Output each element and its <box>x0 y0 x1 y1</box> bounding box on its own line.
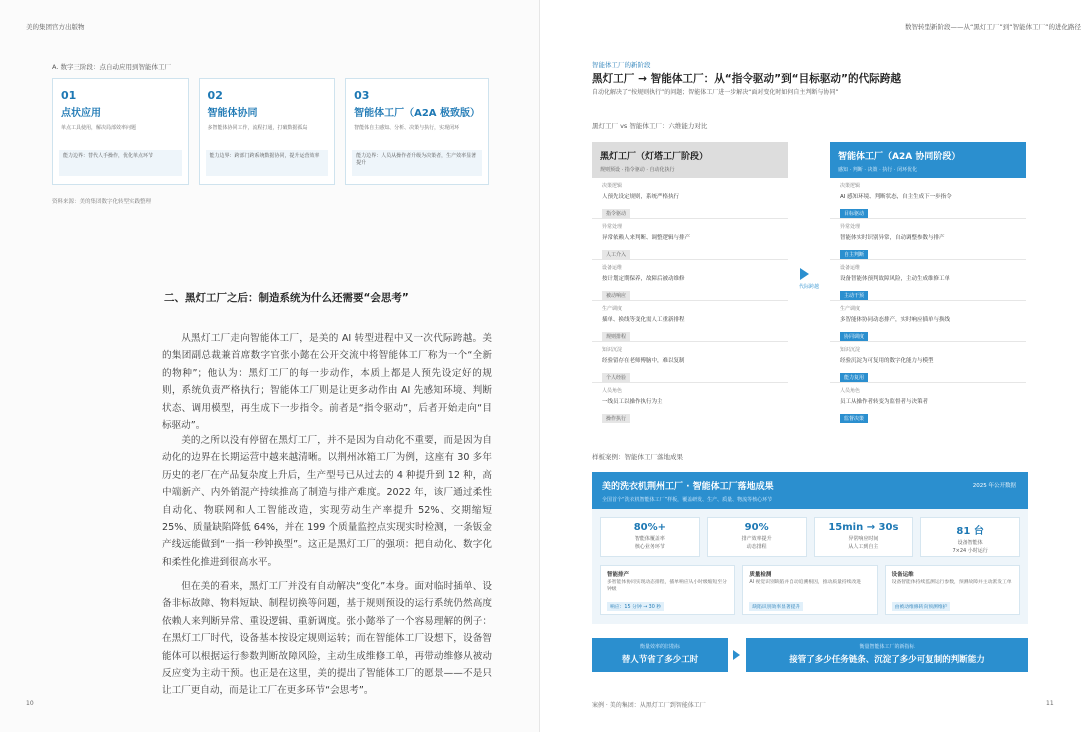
new-metric-band <box>746 638 1028 672</box>
row-tag: 主动干预 <box>840 291 868 300</box>
row-text: 异常依赖人来判断、调整逻辑与排产 <box>602 235 691 241</box>
agent-factory-column <box>830 142 1026 425</box>
column-subtitle: 规则预设 · 指令驱动 · 自动化执行 <box>600 167 675 173</box>
row-label: 设备运维 <box>840 265 861 271</box>
row-tag: 自主判断 <box>840 250 868 259</box>
compare-row <box>830 301 1026 342</box>
row-tag: 能力复用 <box>840 373 868 382</box>
stat-value: 90% <box>744 522 769 533</box>
transition-label: 代际跨越 <box>798 284 819 290</box>
stat-card <box>600 517 700 557</box>
stage-card-title: 智能体协同 <box>207 108 258 119</box>
stage-card-title: 点状应用 <box>61 108 101 119</box>
stage-card-highlight: 能力边界：人员从操作者升级为决策者，生产效率显著提升 <box>352 150 482 176</box>
page-footer: 案例 · 美的集团：从黑灯工厂到智能体工厂 <box>592 702 706 709</box>
compare-row <box>830 342 1026 383</box>
case-year-badge: 2025 年公开数据 <box>972 483 1016 489</box>
body-paragraph-2: 美的之所以没有停留在黑灯工厂，并不是因为自动化不重要，而是因为自动化的边界在长期运营中越来越清晰。以荆州冰箱工厂为例，这座有 30 多年历史的老厂在产品复杂度上升后，生产型号已从过去的 4 种提升到 12 种，高中端新产、内外销混产持续推高了制造与排产难度。2022 年，该厂通过柔性自动化、物联网和人工智能改造，实现劳动生产率提升 52%、交期缩短 25%、质量缺陷降低 64%，并在 199 个质量监控点实现实时检测，一条钣金产线远能做到“一指一秒钟换型”。这正是黑灯工厂的强项：把自动化、数字化和柔性化推进到很高水平。 <box>162 435 492 568</box>
case-stats <box>600 517 1020 557</box>
stage-card-number: 01 <box>61 89 77 102</box>
detail-title: 智能排产 <box>607 572 630 578</box>
stage-card-highlight: 能力边界：替代人手操作，优化单点环节 <box>59 150 182 176</box>
compare-row <box>592 301 788 342</box>
row-text: 设备智能体预判故障风险，主动生成维修工单 <box>840 276 951 282</box>
stat-value: 15min → 30s <box>828 522 899 533</box>
left-page <box>0 0 540 732</box>
stat-label-secondary: 从人工到自主 <box>848 544 879 550</box>
black-light-factory-column <box>592 142 788 425</box>
row-label: 异常处理 <box>602 224 623 230</box>
row-tag: 个人经验 <box>602 373 630 382</box>
kicker: 智能体工厂的新阶段 <box>592 61 651 69</box>
band-text: 替人节省了多少工时 <box>621 655 699 665</box>
figure-source-note: 资料来源：美的集团数字化转型实践整理 <box>52 199 152 205</box>
stage-card-number: 03 <box>354 89 370 102</box>
row-label: 人员角色 <box>840 388 861 394</box>
stat-label-secondary: 7×24 小时运行 <box>952 548 988 554</box>
stage-cards <box>52 78 489 185</box>
row-label: 生产调度 <box>602 306 623 312</box>
band-subtitle: 衡量效率的旧指标 <box>639 644 680 650</box>
body-paragraph-1: 从黑灯工厂走向智能体工厂，是美的 AI 转型进程中又一次代际跨越。美的集团副总裁兼首席数字官张小懿在公开交流中将智能体工厂称为一个“全新的物种”；他认为：黑灯工厂的每一步动作，本质上都是人预先设定好的规则，系统负责严格执行；智能体工厂则是让更多动作由 AI 先感知环境、判断状态、调用模型，再生成下一步指令。前者是“指令驱动”，后者开始走向“目标驱动”。 <box>162 333 492 432</box>
compare-row <box>592 219 788 260</box>
row-label: 生产调度 <box>840 306 861 312</box>
row-text: 按计划定期保养，故障后被动维修 <box>602 276 685 282</box>
detail-tag: 响应：15 分钟 → 30 秒 <box>607 602 664 611</box>
stage-card-desc: 多智能体协同工作，流程打通，打破数据孤岛 <box>207 125 308 131</box>
row-label: 设备运维 <box>602 265 623 271</box>
column-title: 智能体工厂（A2A 协同阶段） <box>838 152 961 162</box>
running-header-right: 数智转型新阶段——从“黑灯工厂”到“智能体工厂”的进化路径 <box>905 23 1081 31</box>
running-header: 美的集团官方出版物 <box>26 23 85 31</box>
row-label: 异常处理 <box>840 224 861 230</box>
stat-value: 81 台 <box>956 526 984 537</box>
stage-card-3 <box>345 78 489 185</box>
detail-desc: AI 视觉识别缺陷并自动追溯根因，推动质量持续改进 <box>749 580 862 585</box>
arrow-right-icon <box>800 268 809 280</box>
case-header <box>592 472 1028 509</box>
row-text: 经验沉淀为可复用的数字化能力与模型 <box>840 358 934 364</box>
detail-desc: 多智能体协同实现动态排程，插单响应从小时级缩短至分钟级 <box>607 580 727 592</box>
stat-card <box>707 517 807 557</box>
stat-card <box>814 517 914 557</box>
old-metric-band <box>592 638 728 672</box>
case-subtitle: 全国首个“洗衣机智能体工厂”样板，覆盖研发、生产、质量、物流等核心环节 <box>602 497 773 503</box>
detail-card <box>742 565 877 615</box>
row-tag: 被动响应 <box>602 291 630 300</box>
body-paragraph-3: 但在美的看来，黑灯工厂并没有自动解决“变化”本身。面对临时插单、设备非标故障、物料短缺、制程切换等问题，基于规则预设的运行系统仍然高度依赖人来判断异常、重设逻辑、重新调度。张小懿举了一个容易理解的例子：在黑灯工厂时代，设备基本按设定规则运转；而在智能体工厂设想下，设备智能体可以根据运行参数判断故障风险，主动生成维修工单，再带动维修从被动反应变为主动干预。也正是在这里，美的提出了智能体工厂的愿景——不是只让工厂更自动，而是让工厂在更多环节“会思考”。 <box>162 581 492 697</box>
compare-row <box>592 342 788 383</box>
stat-label-secondary: 核心业务环节 <box>634 544 665 550</box>
detail-title: 质量检测 <box>749 572 772 578</box>
figure-section-label: A. 数字三阶段：点自动应用到智能体工厂 <box>52 63 171 71</box>
row-tag: 操作执行 <box>602 414 630 423</box>
stage-card-title: 智能体工厂（A2A 极致版） <box>354 108 481 119</box>
stat-label: 排产效率提升 <box>741 536 772 542</box>
detail-title: 设备运维 <box>891 572 914 578</box>
compare-label: 黑灯工厂 vs 智能体工厂：六维能力对比 <box>592 122 708 130</box>
stat-label: 异常响应时间 <box>848 536 879 542</box>
compare-row <box>830 178 1026 219</box>
row-label: 知识沉淀 <box>840 347 861 353</box>
stage-card-desc: 智能体自主感知、分析、决策与执行，实现闭环 <box>354 125 460 131</box>
page-subtitle: 自动化解决了“按规则执行”的问题；智能体工厂进一步解决“面对变化时如何自主判断与协同” <box>592 89 839 96</box>
row-text: 多智能体协同动态排产，实时响应插单与换线 <box>840 317 951 323</box>
compare-row <box>592 383 788 424</box>
band-text: 接管了多少任务链条、沉淀了多少可复制的判断能力 <box>789 655 985 665</box>
compare-row <box>592 178 788 219</box>
row-tag: 协同调度 <box>840 332 868 341</box>
compare-row <box>830 260 1026 301</box>
band-subtitle: 衡量智能体工厂的新指标 <box>859 644 915 650</box>
row-label: 知识沉淀 <box>602 347 623 353</box>
column-title: 黑灯工厂（灯塔工厂阶段） <box>600 152 709 162</box>
stage-card-highlight: 能力边界：跨部门跨系统数据协同，提升运营效率 <box>206 150 329 176</box>
row-tag: 规则排程 <box>602 332 630 341</box>
case-label: 样板案例：智能体工厂落地成果 <box>592 453 683 461</box>
compare-row <box>830 383 1026 424</box>
stage-card-1 <box>52 78 189 185</box>
stat-label-secondary: 动态排程 <box>746 544 767 550</box>
page-number: 10 <box>26 700 34 707</box>
row-text: 插单、换线等变化需人工重新排程 <box>602 317 685 323</box>
case-panel <box>592 472 1028 624</box>
detail-desc: 设备智能体持续监测运行参数，预测故障并主动派发工单 <box>891 580 1012 585</box>
row-text: 智能体实时识别异常，自动调整参数与排产 <box>840 235 945 241</box>
arrow-right-icon <box>733 650 740 660</box>
compare-row <box>592 260 788 301</box>
stat-card <box>920 517 1020 557</box>
column-header <box>592 142 788 178</box>
compare-row <box>830 219 1026 260</box>
row-tag: 指令驱动 <box>602 209 630 218</box>
case-details <box>600 565 1020 615</box>
stat-value: 80%+ <box>633 522 667 533</box>
row-tag: 人工介入 <box>602 250 630 259</box>
row-tag: 监督决策 <box>840 414 868 423</box>
detail-card <box>885 565 1020 615</box>
stage-card-desc: 单点工具使用，解决局部效率问题 <box>61 125 137 131</box>
detail-tag: 由被动维修转向预测维护 <box>892 602 951 611</box>
column-header <box>830 142 1026 178</box>
row-text: 员工从操作者转变为监督者与决策者 <box>840 399 929 405</box>
detail-tag: 缺陷识别效率显著提升 <box>749 602 803 611</box>
stat-label: 设备智能体 <box>957 540 983 546</box>
stage-card-2 <box>199 78 336 185</box>
row-text: 经验留存在老师傅脑中，难以复制 <box>602 358 685 364</box>
stat-label: 智能体覆盖率 <box>634 536 665 542</box>
row-label: 决策逻辑 <box>840 183 861 189</box>
row-tag: 目标驱动 <box>840 209 868 218</box>
row-label: 决策逻辑 <box>602 183 623 189</box>
row-text: 人预先设定规则，系统严格执行 <box>602 194 680 200</box>
detail-card <box>600 565 735 615</box>
page-title: 黑灯工厂 → 智能体工厂：从“指令驱动”到“目标驱动”的代际跨越 <box>592 73 901 85</box>
row-text: 一线员工以操作执行为主 <box>602 399 663 405</box>
page-number: 11 <box>1046 700 1054 707</box>
section-heading: 二、黑灯工厂之后：制造系统为什么还需要“会思考” <box>164 292 409 304</box>
case-title: 美的洗衣机荆州工厂 · 智能体工厂落地成果 <box>602 482 774 492</box>
stage-card-number: 02 <box>207 89 223 102</box>
row-label: 人员角色 <box>602 388 623 394</box>
row-text: AI 感知环境、判断状态，自主生成下一步指令 <box>840 194 952 200</box>
column-subtitle: 感知 · 判断 · 决策 · 执行 · 闭环优化 <box>838 167 918 173</box>
